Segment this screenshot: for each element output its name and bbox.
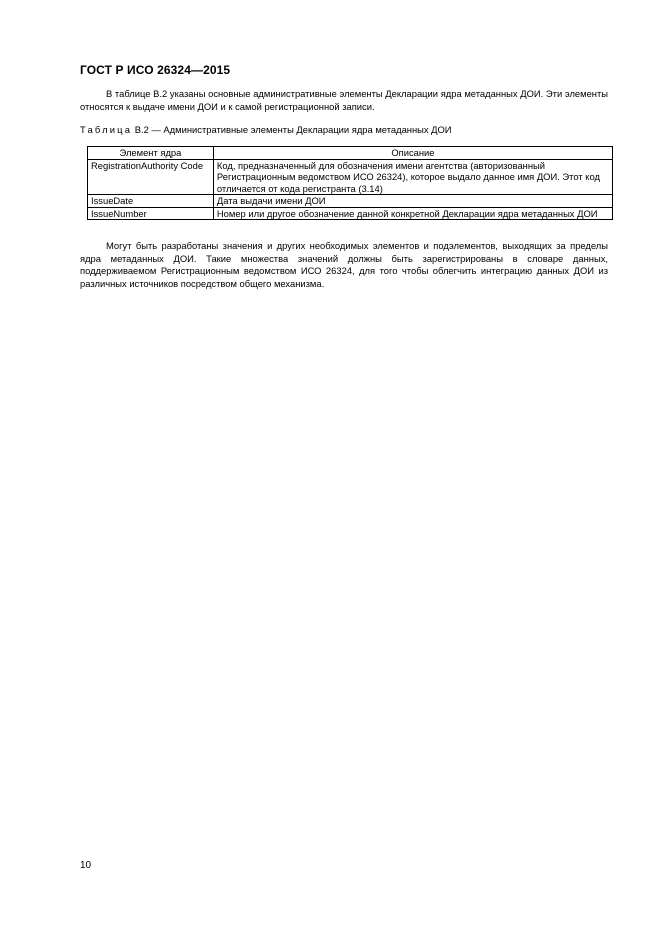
page-number: 10: [80, 860, 92, 871]
cell-description: Код, предназначенный для обозначения имени агентства (авторизованный Регистрационным ведомством ИСО 26324), которое выдало данное имя ДОИ. Этот код отличается от кода регистранта (3.14): [213, 159, 612, 195]
cell-element: IssueNumber: [88, 207, 214, 220]
table-caption: [80, 124, 452, 136]
intro-text: В таблице В.2 указаны основные административные элементы Декларации ядра метаданных ДОИ. Эти элементы относятся к выдаче имени ДОИ и к самой регистрационной записи.: [80, 88, 608, 112]
table-row: [88, 159, 613, 195]
closing-text: Могут быть разработаны значения и других необходимых элементов и подэлементов, выходящих за пределы ядра метаданных ДОИ. Такие множества значений должны быть зарегистрированы в словаре данных, поддерживаемом Регистрационным ведомством ИСО 26324, для того чтобы облегчить интеграцию данных ДОИ из различных источников посредством общего механизма.: [80, 240, 608, 289]
cell-element: IssueDate: [88, 195, 214, 208]
table-caption-prefix: Таблица: [80, 124, 133, 135]
cell-element: RegistrationAuthority Code: [88, 159, 214, 195]
table-header-row: [88, 147, 613, 160]
table-caption-text: В.2 — Административные элементы Декларации ядра метаданных ДОИ: [132, 124, 452, 135]
admin-elements-table: [87, 146, 613, 220]
table-row: [88, 207, 613, 220]
standard-title: ГОСТ Р ИСО 26324—2015: [80, 63, 231, 77]
cell-description: Номер или другое обозначение данной конкретной Декларации ядра метаданных ДОИ: [213, 207, 612, 220]
cell-description: Дата выдачи имени ДОИ: [213, 195, 612, 208]
intro-paragraph: [80, 88, 608, 113]
closing-paragraph: [80, 240, 608, 290]
header-description: Описание: [213, 147, 612, 160]
table-row: [88, 195, 613, 208]
header-element: Элемент ядра: [88, 147, 214, 160]
